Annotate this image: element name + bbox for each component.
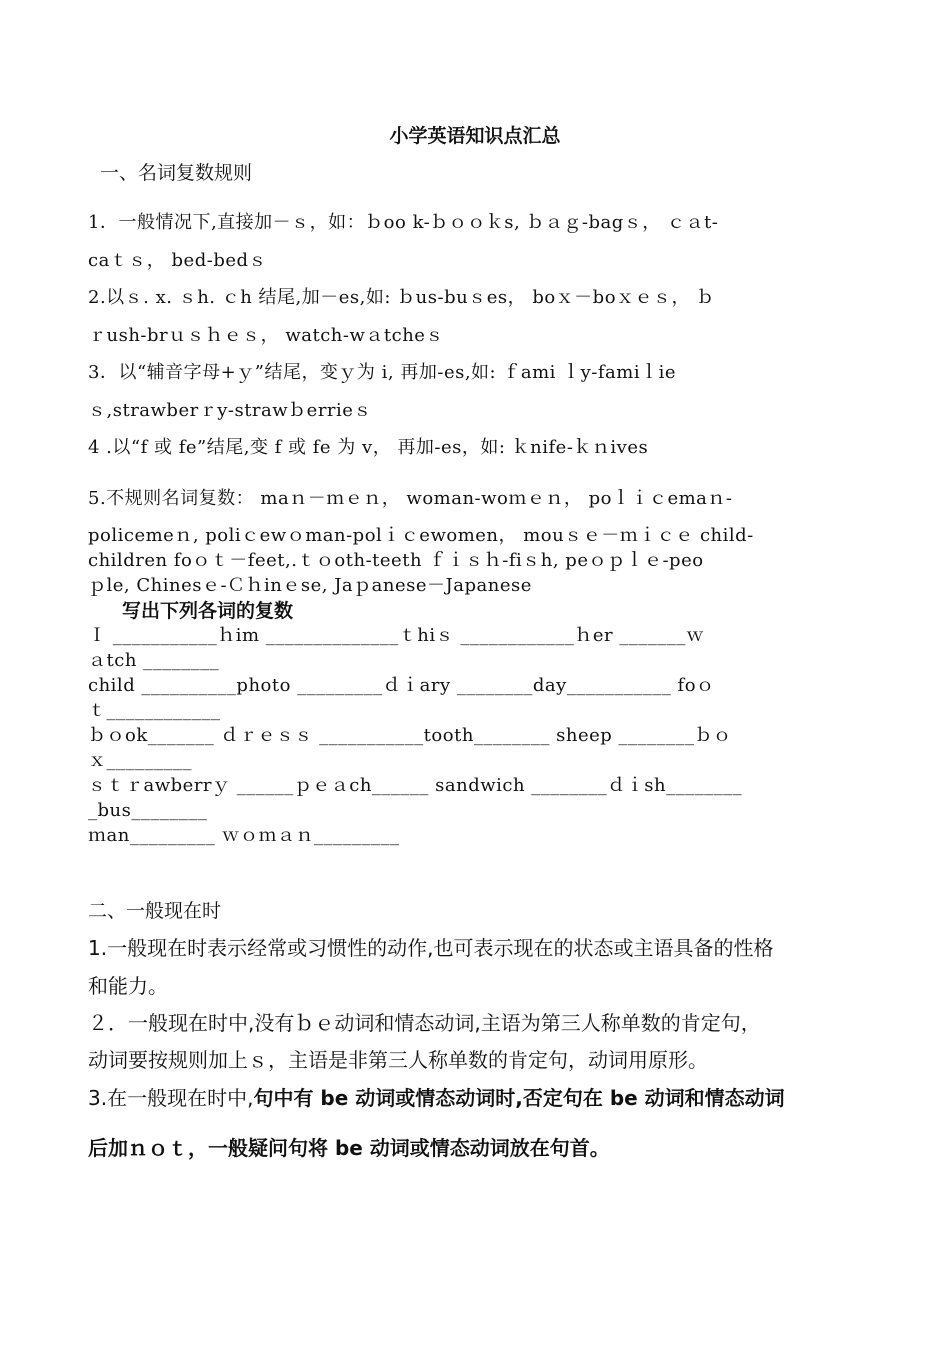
- exercise-line: ａtch ________: [88, 650, 220, 671]
- section1-heading: 一、名词复数规则: [100, 162, 253, 184]
- s2-rule2-line2: 动词要按规则加上ｓ，主语是非第三人称单数的肯定句，动词用原形。: [88, 1048, 708, 1072]
- rule3-line1: 3．以“辅音字母+ｙ”结尾，变ｙ为 i, 再加-es,如: ｆami ｌy-famiｌie: [88, 362, 676, 383]
- exercise-line: child __________photo _________ｄｉary ________day___________ foｏ: [88, 675, 715, 696]
- section2-heading: 二、一般现在时: [88, 900, 222, 922]
- rule5-line4: ｐle, Chinesｅ-Ｃｈinｅse, Jaｐanese－Japanese: [88, 575, 532, 596]
- s2-rule3-line1: [88, 1086, 868, 1110]
- exercise-line: ｍan_________ ｗｏｍａｎ_________: [88, 825, 400, 846]
- rule5-line2: policemeｎ, poliｃewｏman-polｉｃewomen， mouｓｅ－ｍｉｃｅ child-: [88, 525, 754, 546]
- rule2-line2: ｒush-brｕｓｈｅｓ， watch-wａtcheｓ: [88, 325, 444, 346]
- s2-rule3-bold: 句中有 be 动词或情态动词时,否定句在 be 动词和情态动词: [253, 1086, 785, 1110]
- exercise-line: ｔ____________: [88, 700, 221, 721]
- s2-rule3-plain: 3.在一般现在时中,: [88, 1086, 254, 1110]
- exercise-heading: 写出下列各词的复数: [122, 600, 294, 622]
- exercise-line: Ｉ ___________ｈim ______________ｔhiｓ ____________ｈer _______ｗ: [88, 625, 705, 646]
- exercise-line: ｂｏok_______ ｄｒｅｓｓ ___________tooth________ sheep ________ｂｏ: [88, 725, 732, 746]
- s2-rule1-line1: 1.一般现在时表示经常或习惯性的动作,也可表示现在的状态或主语具备的性格: [88, 936, 774, 960]
- rule1-line2: caｔｓ， bed-bedｓ: [88, 250, 268, 271]
- s2-rule2-line1: ２．一般现在时中,没有ｂｅ动词和情态动词,主语为第三人称单数的肯定句，: [88, 1011, 761, 1035]
- page-title: 小学英语知识点汇总: [389, 125, 561, 147]
- exercise-line: ｘ_________: [88, 750, 192, 771]
- rule5-line3: children foｏｔ－feet,.ｔｏoth-teeth ｆｉｓｈ-fiｓh, peｏｐｌｅ-peo: [88, 550, 704, 571]
- rule4-line1: 4 .以“f 或 fe”结尾,变 f 或 fe 为 v， 再加-es，如: ｋnife-ｋｎives: [88, 437, 649, 458]
- s2-rule3-line2: 后加ｎｏｔ，一般疑问句将 be 动词或情态动词放在句首。: [88, 1136, 610, 1160]
- exercise-line: _bus________: [88, 800, 208, 821]
- s2-rule1-line2: 和能力。: [88, 974, 168, 998]
- rule5-line1: 5.不规则名词复数： maｎ－ｍｅｎ， woman-woｍｅｎ， poｌｉｃemaｎ-: [88, 488, 733, 509]
- rule1-line1: 1．一般情况下,直接加－ｓ，如：ｂoo k-ｂｏｏｋs, ｂａｇ-bagｓ， ｃａt-: [88, 212, 719, 233]
- rule2-line1: 2.以ｓ. x. ｓh. ｃh 结尾,加－es,如: ｂus-buｓes， boｘ－boｘｅｓ， ｂ: [88, 287, 715, 308]
- exercise-line: ｓｔｒawberrｙ ______ｐｅａch______ sandwich ________ｄｉsh________: [88, 775, 743, 796]
- rule3-line2: ｓ,strawberｒy-strawｂerrieｓ: [88, 400, 372, 421]
